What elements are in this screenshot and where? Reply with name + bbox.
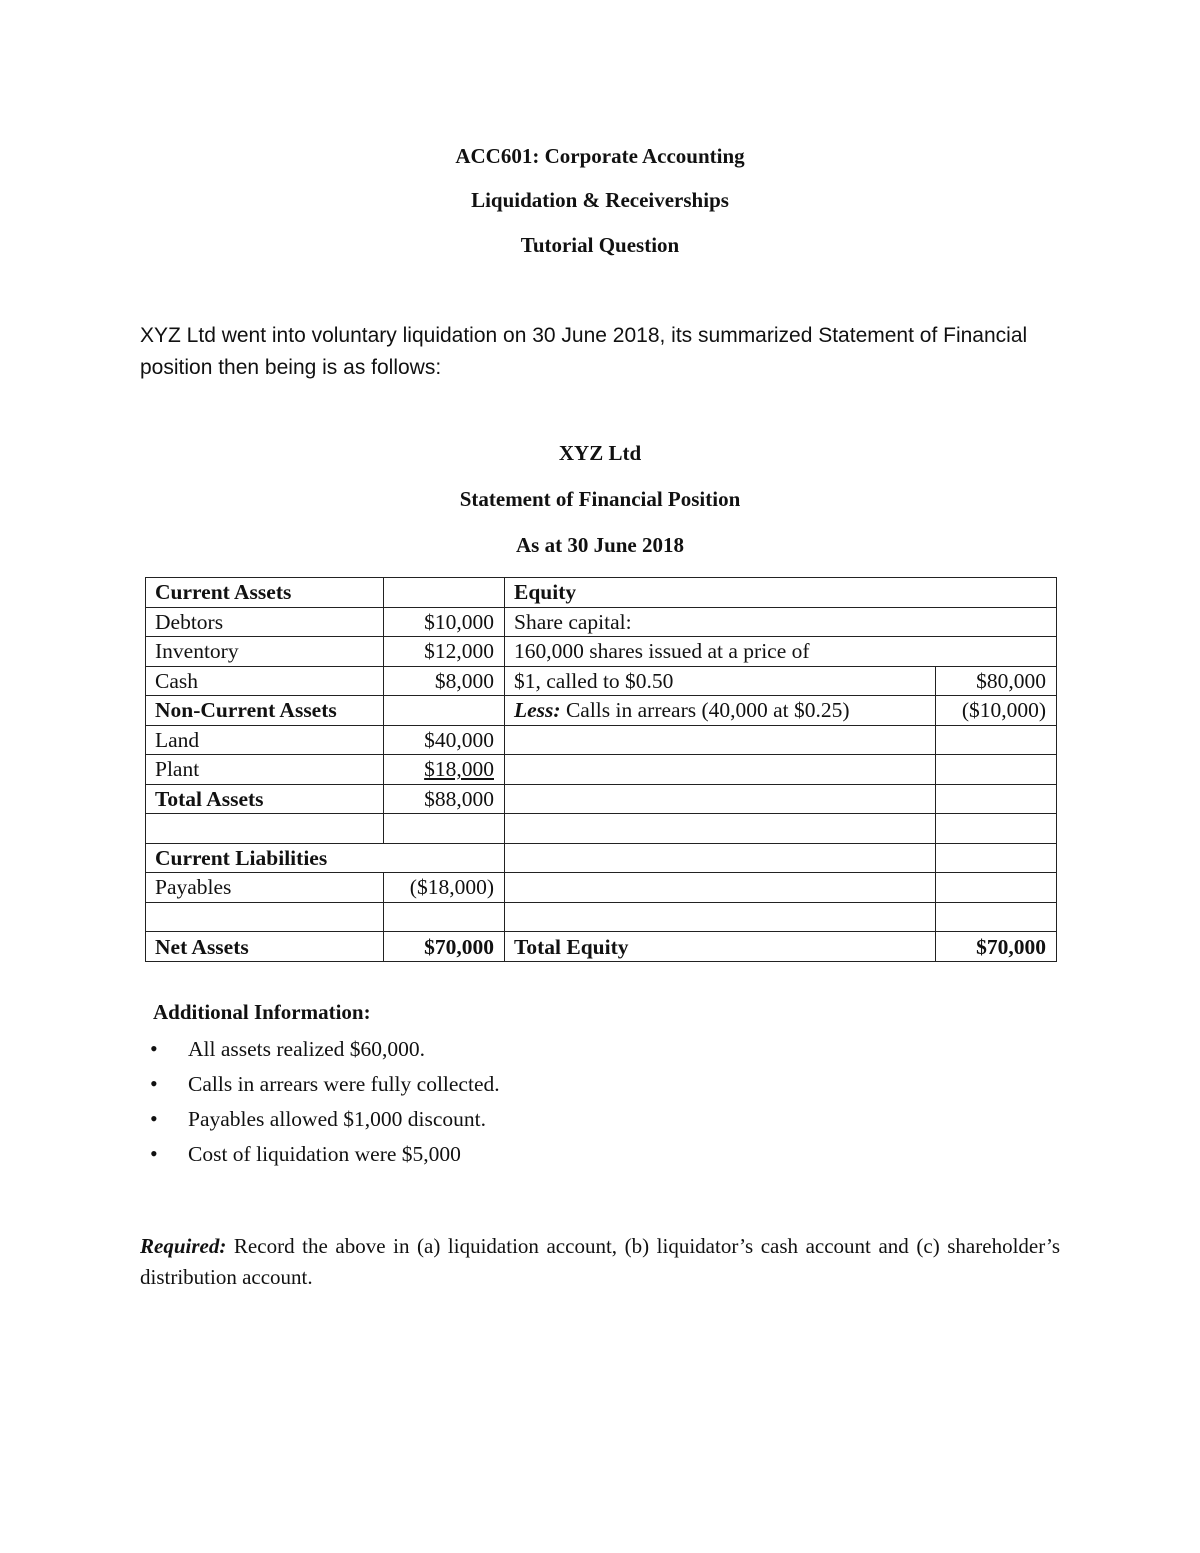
table-row [146, 637, 1057, 667]
shares-description-line1: 160,000 shares issued at a price of [505, 637, 1057, 667]
plant-label: Plant [146, 755, 384, 785]
inventory-amount: $12,000 [384, 637, 505, 667]
equity-heading: Equity [505, 578, 1057, 608]
total-equity-label: Total Equity [505, 932, 936, 962]
payables-label: Payables [146, 873, 384, 903]
required-text: Record the above in (a) liquidation account, (b) liquidator’s cash account and (c) shareholder’s distribution account. [140, 1234, 1061, 1289]
net-assets-label: Net Assets [146, 932, 384, 962]
statement-title: Statement of Financial Position [459, 487, 741, 511]
financial-position-table [145, 577, 1057, 962]
required-label: Required: [140, 1234, 227, 1258]
list-item: • Cost of liquidation were $5,000 [150, 1139, 500, 1174]
additional-info-list [150, 1034, 500, 1174]
table-row [146, 814, 1057, 844]
table-row [146, 932, 1057, 962]
required-paragraph [140, 1231, 1060, 1293]
table-row [146, 755, 1057, 785]
land-amount: $40,000 [384, 725, 505, 755]
table-row [146, 666, 1057, 696]
intro-paragraph: XYZ Ltd went into voluntary liquidation on 30 June 2018, its summarized Statement of Financial position then being is as follows: [140, 324, 1028, 379]
list-item: • Payables allowed $1,000 discount. [150, 1104, 500, 1139]
statement-date: As at 30 June 2018 [515, 533, 684, 557]
net-assets-amount: $70,000 [384, 932, 505, 962]
table-row [146, 784, 1057, 814]
debtors-label: Debtors [146, 607, 384, 637]
share-capital-amount: $80,000 [936, 666, 1057, 696]
non-current-assets-heading: Non-Current Assets [146, 696, 384, 726]
calls-in-arrears-text: Calls in arrears (40,000 at $0.25) [565, 698, 850, 723]
calls-in-arrears-amount: ($10,000) [936, 696, 1057, 726]
cash-amount: $8,000 [384, 666, 505, 696]
less-label: Less: [514, 698, 561, 723]
total-assets-amount: $88,000 [384, 784, 505, 814]
current-assets-heading: Current Assets [146, 578, 384, 608]
company-name: XYZ Ltd [558, 441, 642, 465]
list-item: • Calls in arrears were fully collected. [150, 1069, 500, 1104]
table-row [146, 578, 1057, 608]
total-equity-amount: $70,000 [936, 932, 1057, 962]
land-label: Land [146, 725, 384, 755]
current-liabilities-heading: Current Liabilities [146, 843, 505, 873]
table-row [146, 725, 1057, 755]
table-row [146, 607, 1057, 637]
total-assets-label: Total Assets [146, 784, 384, 814]
table-row [146, 873, 1057, 903]
list-item: • All assets realized $60,000. [150, 1034, 500, 1069]
shares-description-line2: $1, called to $0.50 [505, 666, 936, 696]
calls-in-arrears [505, 696, 936, 726]
table-row [146, 696, 1057, 726]
question-type: Tutorial Question [520, 233, 680, 257]
cash-label: Cash [146, 666, 384, 696]
table-row [146, 843, 1057, 873]
course-title: ACC601: Corporate Accounting [455, 144, 745, 168]
debtors-amount: $10,000 [384, 607, 505, 637]
table-row [146, 902, 1057, 932]
payables-amount: ($18,000) [384, 873, 505, 903]
plant-amount: $18,000 [424, 757, 494, 782]
share-capital-label: Share capital: [505, 607, 1057, 637]
additional-info-heading: Additional Information: [153, 1000, 371, 1024]
inventory-label: Inventory [146, 637, 384, 667]
topic-title: Liquidation & Receiverships [471, 188, 729, 212]
